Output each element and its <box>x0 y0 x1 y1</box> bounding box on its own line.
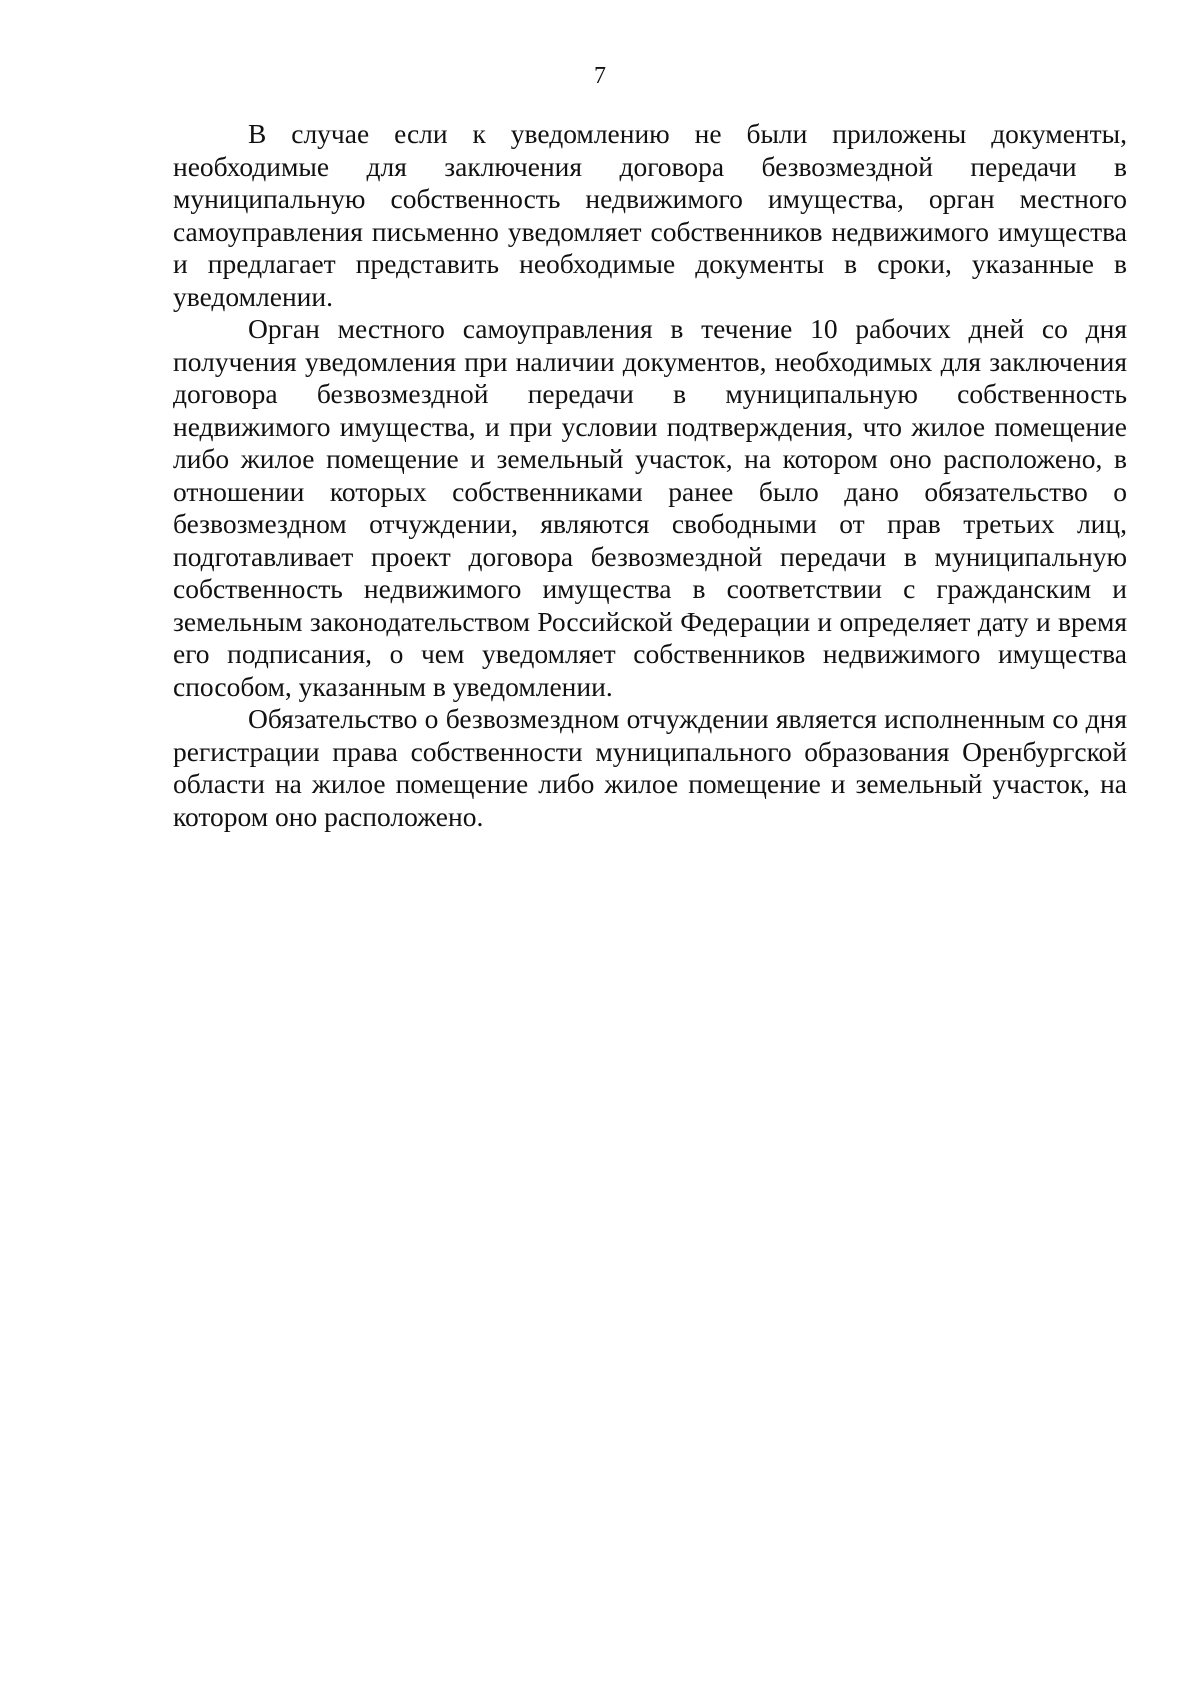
document-body <box>173 118 1127 833</box>
paragraph-obligation-fulfilled: Обязательство о безвозмездном отчуждении является исполненным со дня регистрации права собственности муниципального образования Оренбургской области на жилое помещение либо жилое помещение и земельный участок, на котором оно расположено. <box>173 703 1127 832</box>
paragraph-contract-preparation: Орган местного самоуправления в течение 10 рабочих дней со дня получения уведомления при наличии документов, необходимых для заключения договора безвозмездной передачи в муниципальную собственность недвижимого имущества, и при условии подтверждения, что жилое помещение либо жилое помещение и земельный участок, на котором оно расположено, в отношении которых собственниками ранее было дано обязательство о безвозмездном отчуждении, являются свободными от прав третьих лиц, подготавливает проект договора безвозмездной передачи в муниципальную собственность недвижимого имущества в соответствии с гражданским и земельным законодательством Российской Федерации и определяет дату и время его подписания, о чем уведомляет собственников недвижимого имущества способом, указанным в уведомлении. <box>173 313 1127 702</box>
page-number: 7 <box>594 63 606 89</box>
paragraph-missing-documents: В случае если к уведомлению не были приложены документы, необходимые для заключения договора безвозмездной передачи в муниципальную собственность недвижимого имущества, орган местного самоуправления письменно уведомляет собственников недвижимого имущества и предлагает представить необходимые документы в сроки, указанные в уведомлении. <box>173 118 1127 312</box>
